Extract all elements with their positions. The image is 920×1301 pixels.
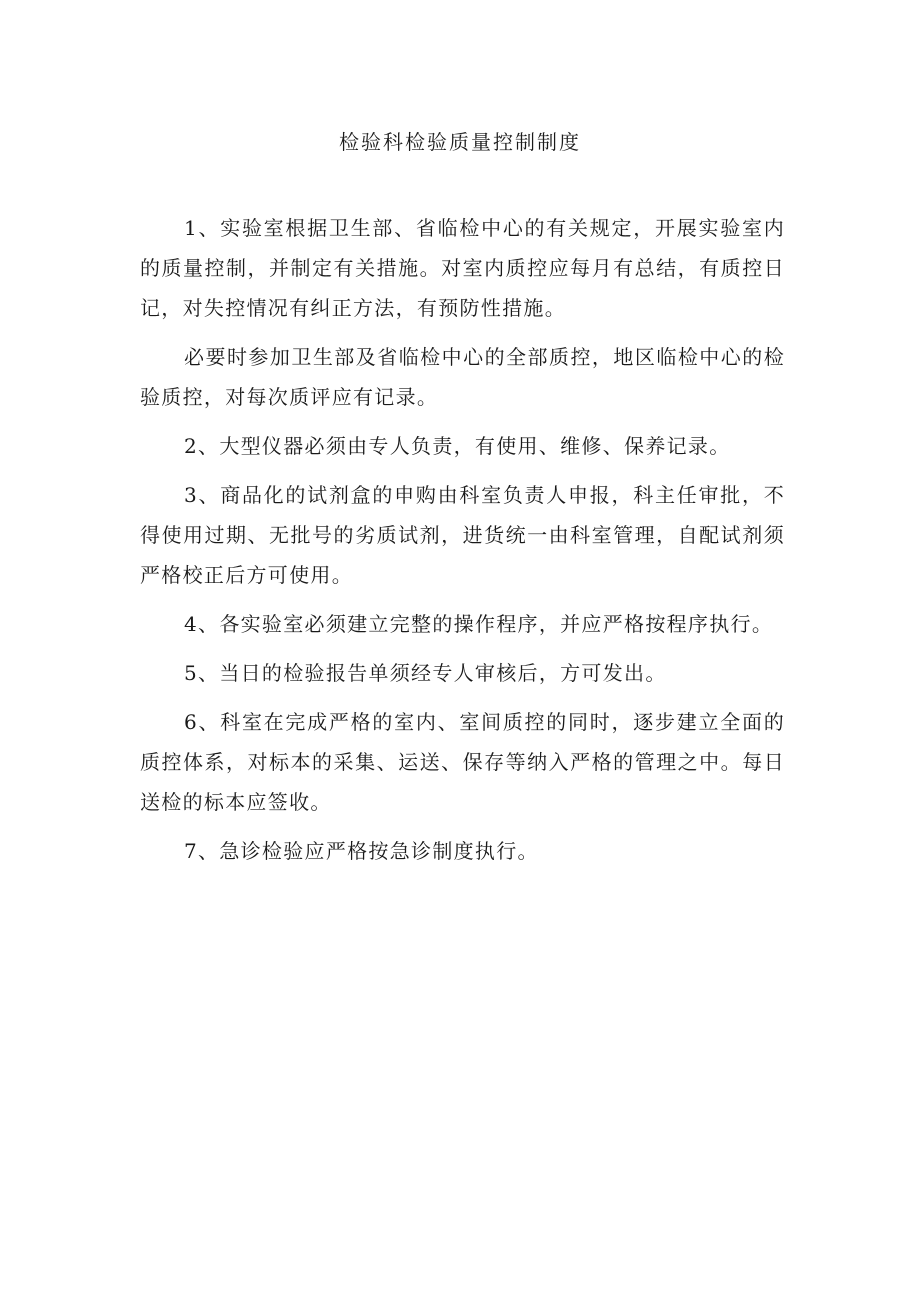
paragraph-7: 6、科室在完成严格的室内、室间质控的同时，逐步建立全面的质控体系，对标本的采集、运送、保存等纳入严格的管理之中。每日送检的标本应签收。 [140,710,785,814]
paragraph-3: 2、大型仪器必须由专人负责，有使用、维修、保养记录。 [184,434,731,458]
paragraph-6: 5、当日的检验报告单须经专人审核后，方可发出。 [184,661,667,685]
paragraph-5: 4、各实验室必须建立完整的操作程序，并应严格按程序执行。 [184,612,774,636]
document-body [140,208,785,880]
document-title: 检验科检验质量控制制度 [339,130,581,154]
paragraph-2: 必要时参加卫生部及省临检中心的全部质控，地区临检中心的检验质控，对每次质评应有记录。 [140,345,785,409]
paragraph-8: 7、急诊检验应严格按急诊制度执行。 [184,839,539,863]
paragraph-1: 1、实验室根据卫生部、省临检中心的有关规定，开展实验室内的质量控制，并制定有关措施。对室内质控应每月有总结，有质控日记，对失控情况有纠正方法，有预防性措施。 [140,216,785,320]
paragraph-4: 3、商品化的试剂盒的申购由科室负责人申报，科主任审批，不得使用过期、无批号的劣质试剂，进货统一由科室管理，自配试剂须严格校正后方可使用。 [140,483,785,587]
